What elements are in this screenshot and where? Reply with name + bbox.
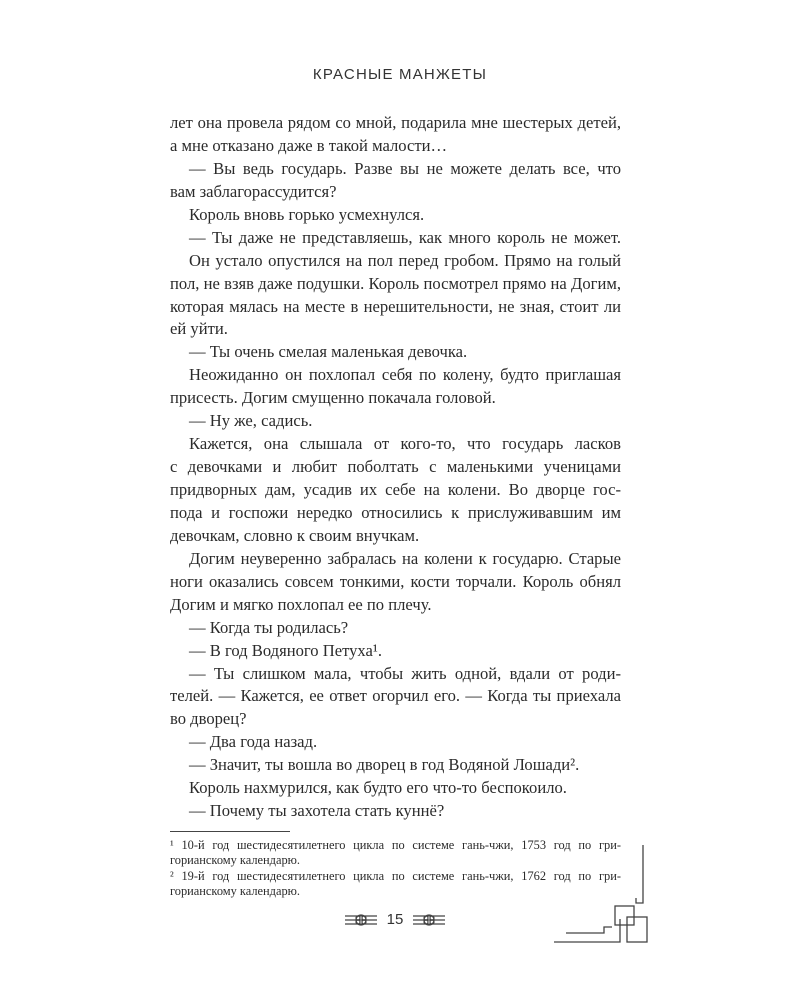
text-line: Догим и мягко похлопал ее по плечу. <box>170 594 432 614</box>
text-line: — Два года назад. <box>189 732 318 752</box>
text-line: телей. — Кажется, ее ответ огорчил его. — Когда ты приехала <box>170 686 621 706</box>
text-line: во дворец? <box>170 709 247 729</box>
text-line: которая мялась на месте в нерешительности, не зная, стоит ли <box>170 296 621 316</box>
footnote-line: ² 19-й год шестидесятилетнего цикла по системе гань-чжи, 1762 год по гри- <box>170 868 621 883</box>
footnote-line: горианскому календарю. <box>170 883 301 898</box>
text-line: присесть. Догим смущенно покачала головой. <box>170 388 496 408</box>
footnote-line: горианскому календарю. <box>170 853 301 868</box>
text-line: — Ну же, садись. <box>189 411 313 431</box>
text-line: Неожиданно он похлопал себя по колену, будто приглашая <box>189 365 621 385</box>
text-line: ноги оказались совсем тонкими, кости торчали. Король обнял <box>170 571 621 591</box>
text-line: Он устало опустился на пол перед гробом. Прямо на голый <box>189 250 621 270</box>
text-line: придворных дам, усадив их себе на колени. Во дворце гос- <box>170 480 621 499</box>
text-line: девочкам, словно к своим внучкам. <box>170 525 420 545</box>
text-line: лет она провела рядом со мной, подарила мне шестерых детей, <box>170 113 621 132</box>
text-line: пода и госпожи нередко относились к прислуживавшим им <box>170 502 621 522</box>
running-header: КРАСНЫЕ МАНЖЕТЫ <box>312 66 488 83</box>
text-line: пол, не взяв даже подушки. Король посмотрел прямо на Догим, <box>170 273 621 293</box>
footnote-line: ¹ 10-й год шестидесятилетнего цикла по системе гань-чжи, 1753 год по гри- <box>170 838 621 852</box>
text-line: — Ты слишком мала, чтобы жить одной, вдали от роди- <box>189 663 621 683</box>
text-line: вам заблагорассудится? <box>170 181 337 201</box>
text-line: ей уйти. <box>170 319 228 339</box>
text-line: — Когда ты родилась? <box>189 617 349 637</box>
text-line: а мне отказано даже в такой малости… <box>170 135 448 155</box>
text-line: Король вновь горько усмехнулся. <box>189 204 425 224</box>
text-line: Король нахмурился, как будто его что-то беспокоило. <box>189 778 567 798</box>
text-line: — В год Водяного Петуха¹. <box>189 640 382 660</box>
text-line: — Ты даже не представляешь, как много король не может. <box>189 227 621 247</box>
text-line: — Вы ведь государь. Разве вы не можете делать все, что <box>189 158 621 178</box>
text-line: Кажется, она слышала от кого-то, что государь ласков <box>189 434 621 454</box>
page-number: 15 <box>386 911 404 928</box>
text-line: — Почему ты захотела стать куннё? <box>189 801 445 821</box>
text-line: — Значит, ты вошла во дворец в год Водяной Лошади². <box>189 755 580 775</box>
text-line: с девочками и любит поболтать с маленькими ученицами <box>170 457 621 477</box>
text-line: — Ты очень смелая маленькая девочка. <box>189 342 468 362</box>
text-line: Догим неуверенно забралась на колени к государю. Старые <box>189 548 621 568</box>
